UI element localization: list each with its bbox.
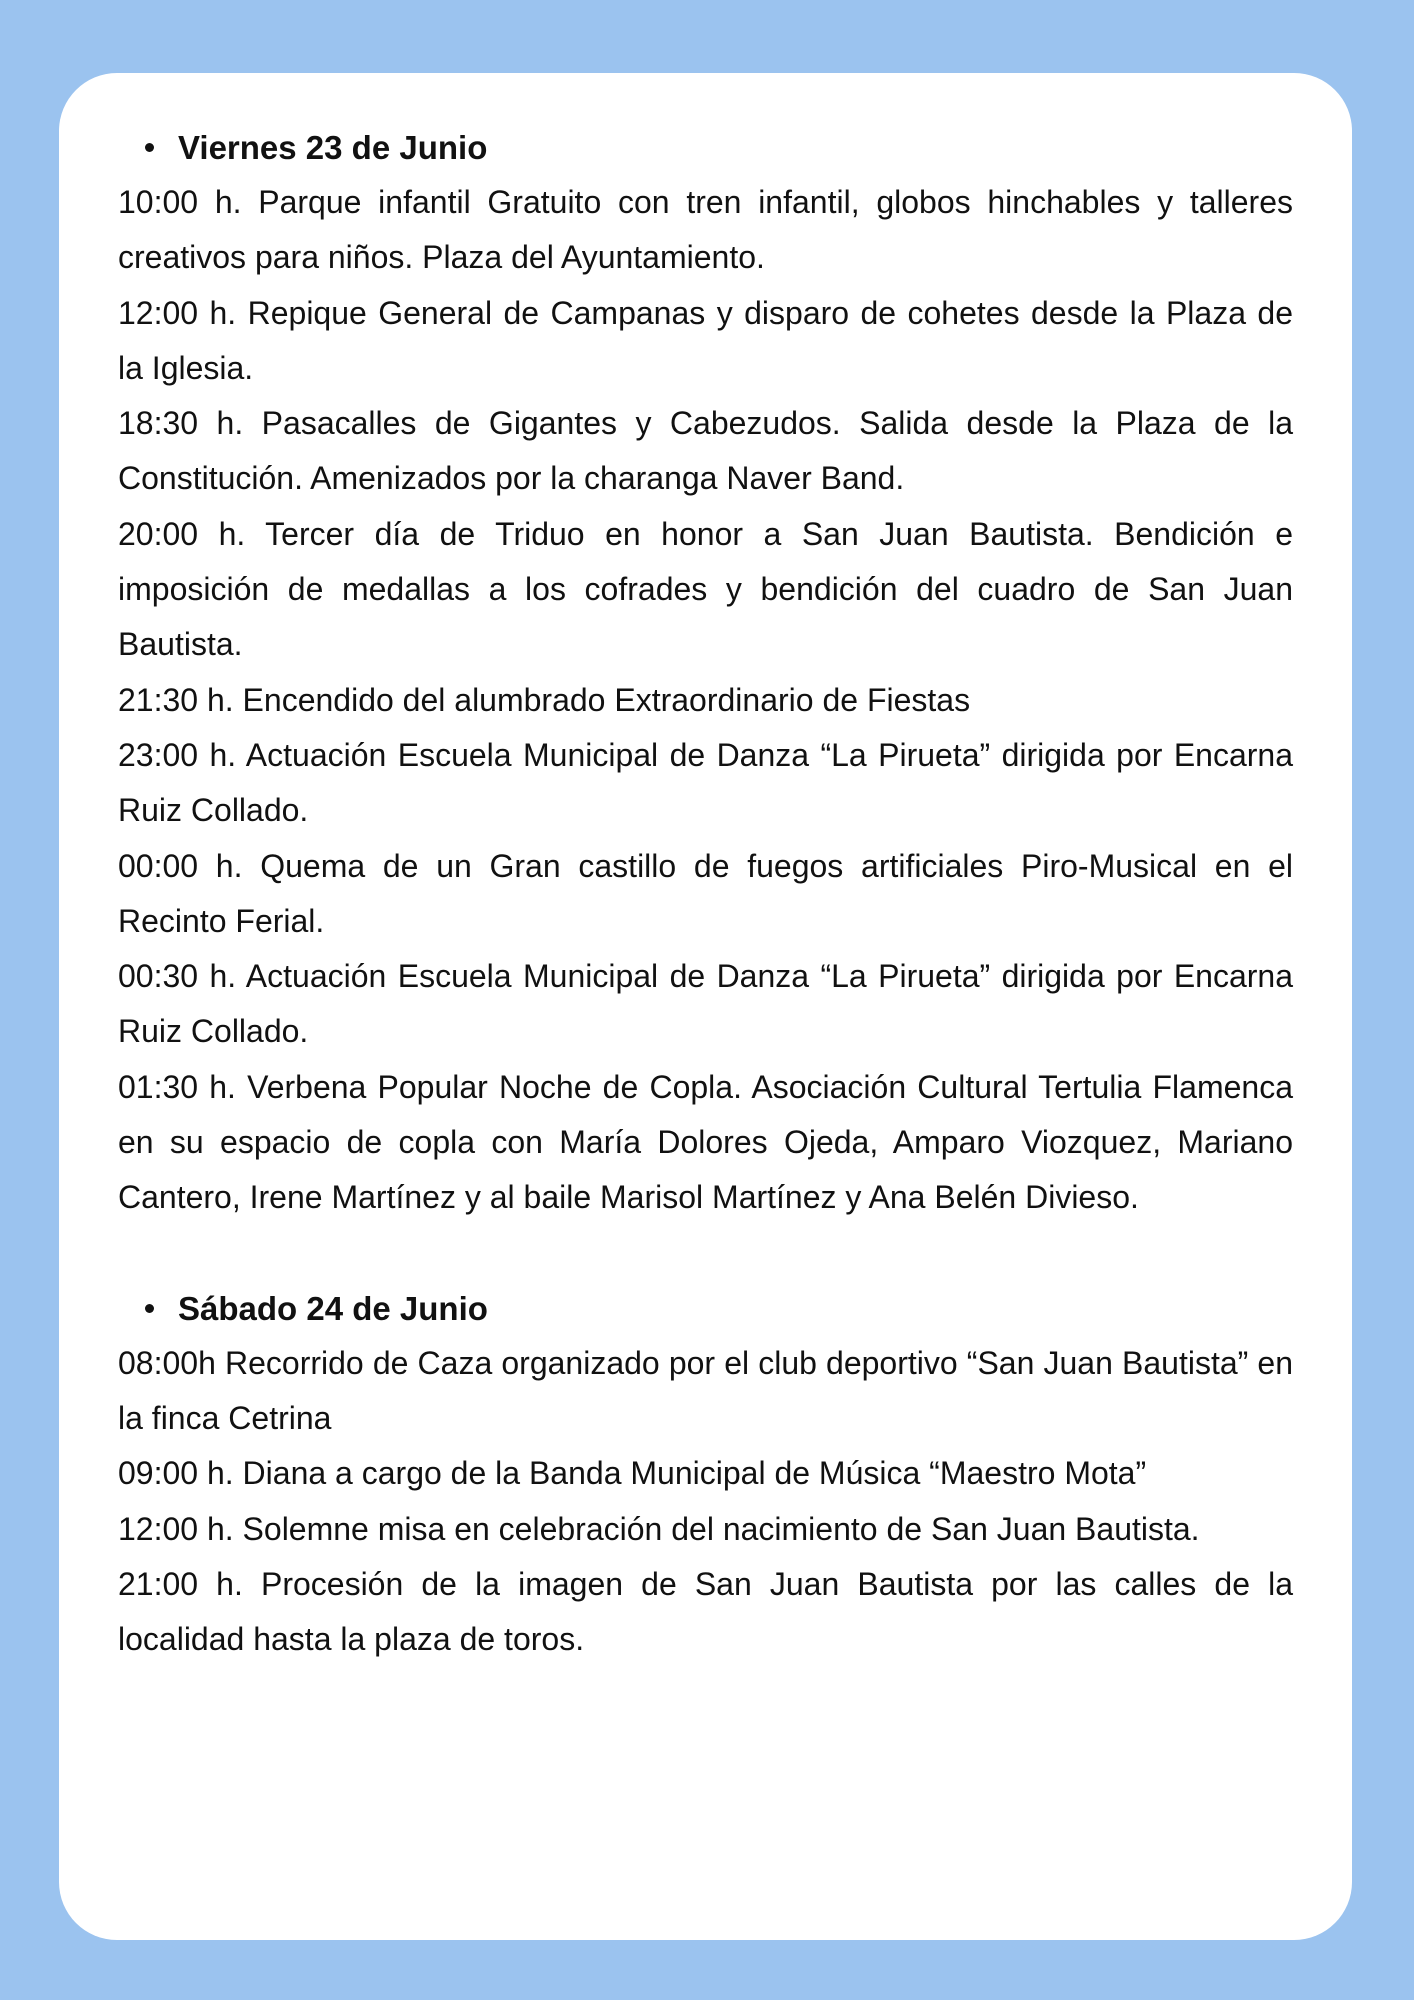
program-card	[59, 73, 1352, 1940]
schedule-entry: 08:00h Recorrido de Caza organizado por el club deportivo “San Juan Bautista” en la finca Cetrina	[118, 1344, 1293, 1436]
schedule-entry: 00:30 h. Actuación Escuela Municipal de Danza “La Pirueta” dirigida por Encarna Ruiz Collado.	[118, 958, 1293, 1050]
day-heading-list	[118, 1281, 1293, 1336]
schedule-entry: 20:00 h. Tercer día de Triduo en honor a San Juan Bautista. Bendición e imposición de medallas a los cofrades y bendición del cuadro de San Juan Bautista.	[118, 515, 1293, 663]
day-heading-list	[118, 120, 1293, 175]
schedule-entry: 12:00 h. Solemne misa en celebración del nacimiento de San Juan Bautista.	[118, 1510, 1200, 1547]
day-heading-item	[118, 1281, 1293, 1336]
bullet-icon	[145, 143, 154, 152]
schedule-entry: 10:00 h. Parque infantil Gratuito con tren infantil, globos hinchables y talleres creativos para niños. Plaza del Ayuntamiento.	[118, 184, 1293, 276]
schedule-entry: 21:30 h. Encendido del alumbrado Extraordinario de Fiestas	[118, 681, 971, 718]
schedule-entry: 18:30 h. Pasacalles de Gigantes y Cabezudos. Salida desde la Plaza de la Constitución. Amenizados por la charanga Naver Band.	[118, 405, 1293, 497]
schedule-entry: 23:00 h. Actuación Escuela Municipal de Danza “La Pirueta” dirigida por Encarna Ruiz Collado.	[118, 736, 1293, 829]
schedule-entry: 12:00 h. Repique General de Campanas y disparo de cohetes desde la Plaza de la Iglesia.	[118, 294, 1293, 386]
bullet-icon	[145, 1304, 154, 1313]
schedule-entry: 01:30 h. Verbena Popular Noche de Copla. Asociación Cultural Tertulia Flamenca en su espacio de copla con María Dolores Ojeda, Amparo Viozquez, Mariano Cantero, Irene Martínez y al baile Marisol Martínez y Ana Belén Divieso.	[118, 1068, 1293, 1216]
day-heading-item	[118, 120, 1293, 175]
schedule-entry: 00:00 h. Quema de un Gran castillo de fuegos artificiales Piro-Musical en el Recinto Ferial.	[118, 847, 1293, 939]
day-heading: Viernes 23 de Junio	[178, 129, 488, 166]
day-heading: Sábado 24 de Junio	[178, 1289, 488, 1327]
schedule-entry: 09:00 h. Diana a cargo de la Banda Municipal de Música “Maestro Mota”	[118, 1455, 1147, 1492]
schedule-entry: 21:00 h. Procesión de la imagen de San Juan Bautista por las calles de la localidad hasta la plaza de toros.	[118, 1565, 1293, 1658]
day-section-friday	[118, 120, 1293, 1226]
day-section-saturday	[118, 1281, 1293, 1668]
